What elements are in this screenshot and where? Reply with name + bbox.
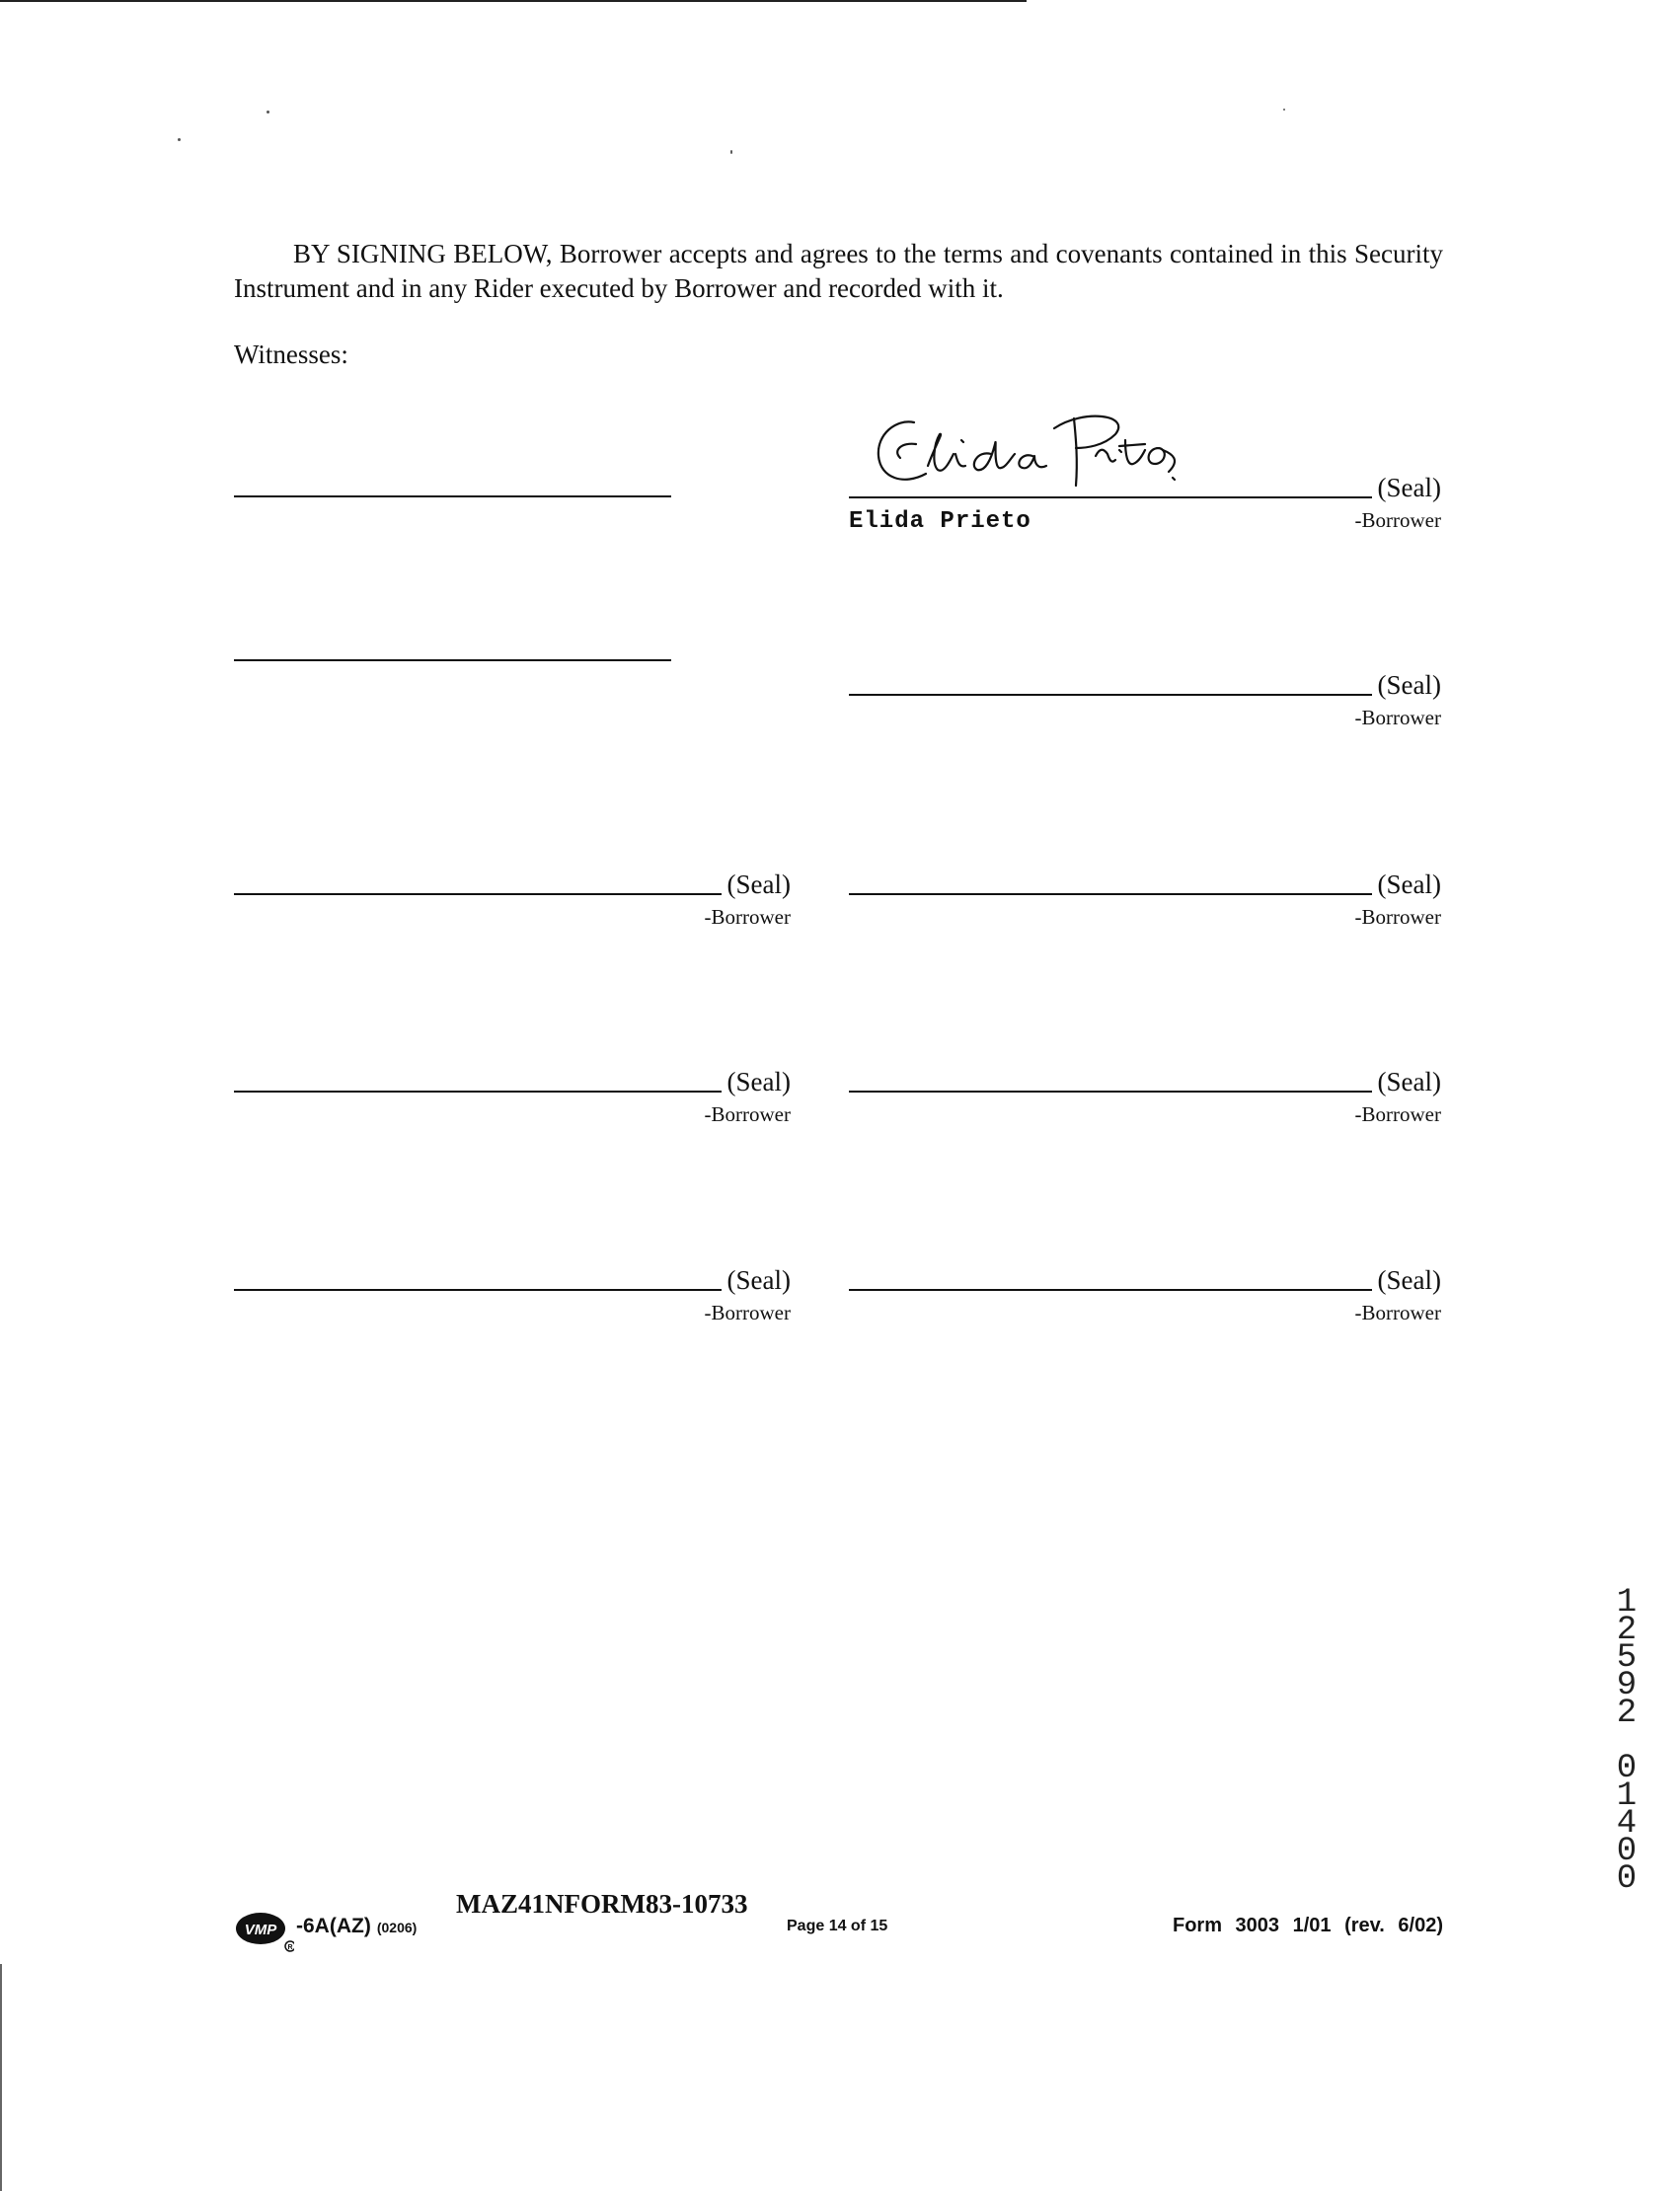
witness-line-1[interactable]: [234, 495, 671, 497]
signature-block-left-2: [234, 1067, 791, 1170]
borrower-name: Elida Prieto: [849, 508, 1031, 535]
recording-number-stamp: 1 2 5 9 2 0 1 4 0 0: [1616, 1584, 1638, 1898]
form-number: Form 3003 1/01 (rev. 6/02): [1173, 1915, 1443, 1936]
borrower-label: -Borrower: [704, 1301, 791, 1324]
signature-line[interactable]: [849, 893, 1372, 895]
borrower-label: -Borrower: [704, 905, 791, 929]
seal-label: (Seal): [1377, 869, 1441, 899]
signature-line[interactable]: [234, 893, 722, 895]
signature-block-right-4: [849, 1067, 1441, 1170]
seal-label: (Seal): [1377, 1067, 1441, 1096]
svg-text:VMP: VMP: [244, 1922, 277, 1938]
agreement-paragraph: BY SIGNING BELOW, Borrower accepts and agrees to the terms and covenants contained in this Security Instrument and in any Rider executed by Borrower and recorded with it.: [234, 239, 1443, 303]
witnesses-label: Witnesses:: [234, 340, 348, 369]
scan-border-top: [0, 0, 1027, 2]
form-code-small: (0206): [376, 1920, 418, 1935]
signature-line[interactable]: [849, 496, 1372, 498]
signature-line[interactable]: [234, 1289, 722, 1291]
signature-block-right-5: [849, 1265, 1441, 1368]
signature-block-right-3: [849, 869, 1441, 972]
signature-block-right-2: [849, 670, 1441, 773]
seal-label: (Seal): [726, 1067, 791, 1096]
svg-text:R: R: [287, 1944, 293, 1951]
scan-speck: [730, 150, 732, 154]
signature-line[interactable]: [849, 1289, 1372, 1291]
scan-speck: [1283, 109, 1285, 111]
scan-speck: [178, 138, 181, 141]
form-code: -6A(AZ): [296, 1915, 371, 1937]
page-number: Page 14 of 15: [787, 1918, 888, 1934]
signature-line[interactable]: [849, 694, 1372, 696]
seal-label: (Seal): [1377, 670, 1441, 700]
footer-form-code: [296, 1915, 417, 1938]
scan-border-left: [0, 1964, 2, 2191]
borrower-label: -Borrower: [704, 1102, 791, 1126]
borrower-label: -Borrower: [1354, 508, 1441, 532]
borrower-label: -Borrower: [1354, 1102, 1441, 1126]
vmp-logo: [235, 1909, 294, 1952]
borrower-label: -Borrower: [1354, 905, 1441, 929]
seal-label: (Seal): [1377, 473, 1441, 502]
scan-speck: [267, 111, 269, 113]
signature-line[interactable]: [234, 1091, 722, 1093]
seal-label: (Seal): [726, 1265, 791, 1295]
document-number: MAZ41NFORM83-10733: [456, 1889, 748, 1919]
seal-label: (Seal): [1377, 1265, 1441, 1295]
signature-block-left-1: [234, 869, 791, 972]
signature-line[interactable]: [849, 1091, 1372, 1093]
borrower-label: -Borrower: [1354, 706, 1441, 729]
witness-line-2[interactable]: [234, 659, 671, 661]
seal-label: (Seal): [726, 869, 791, 899]
signature-block-right-1: [849, 473, 1441, 575]
borrower-signature: [867, 405, 1202, 498]
signature-block-left-3: [234, 1265, 791, 1368]
borrower-label: -Borrower: [1354, 1301, 1441, 1324]
